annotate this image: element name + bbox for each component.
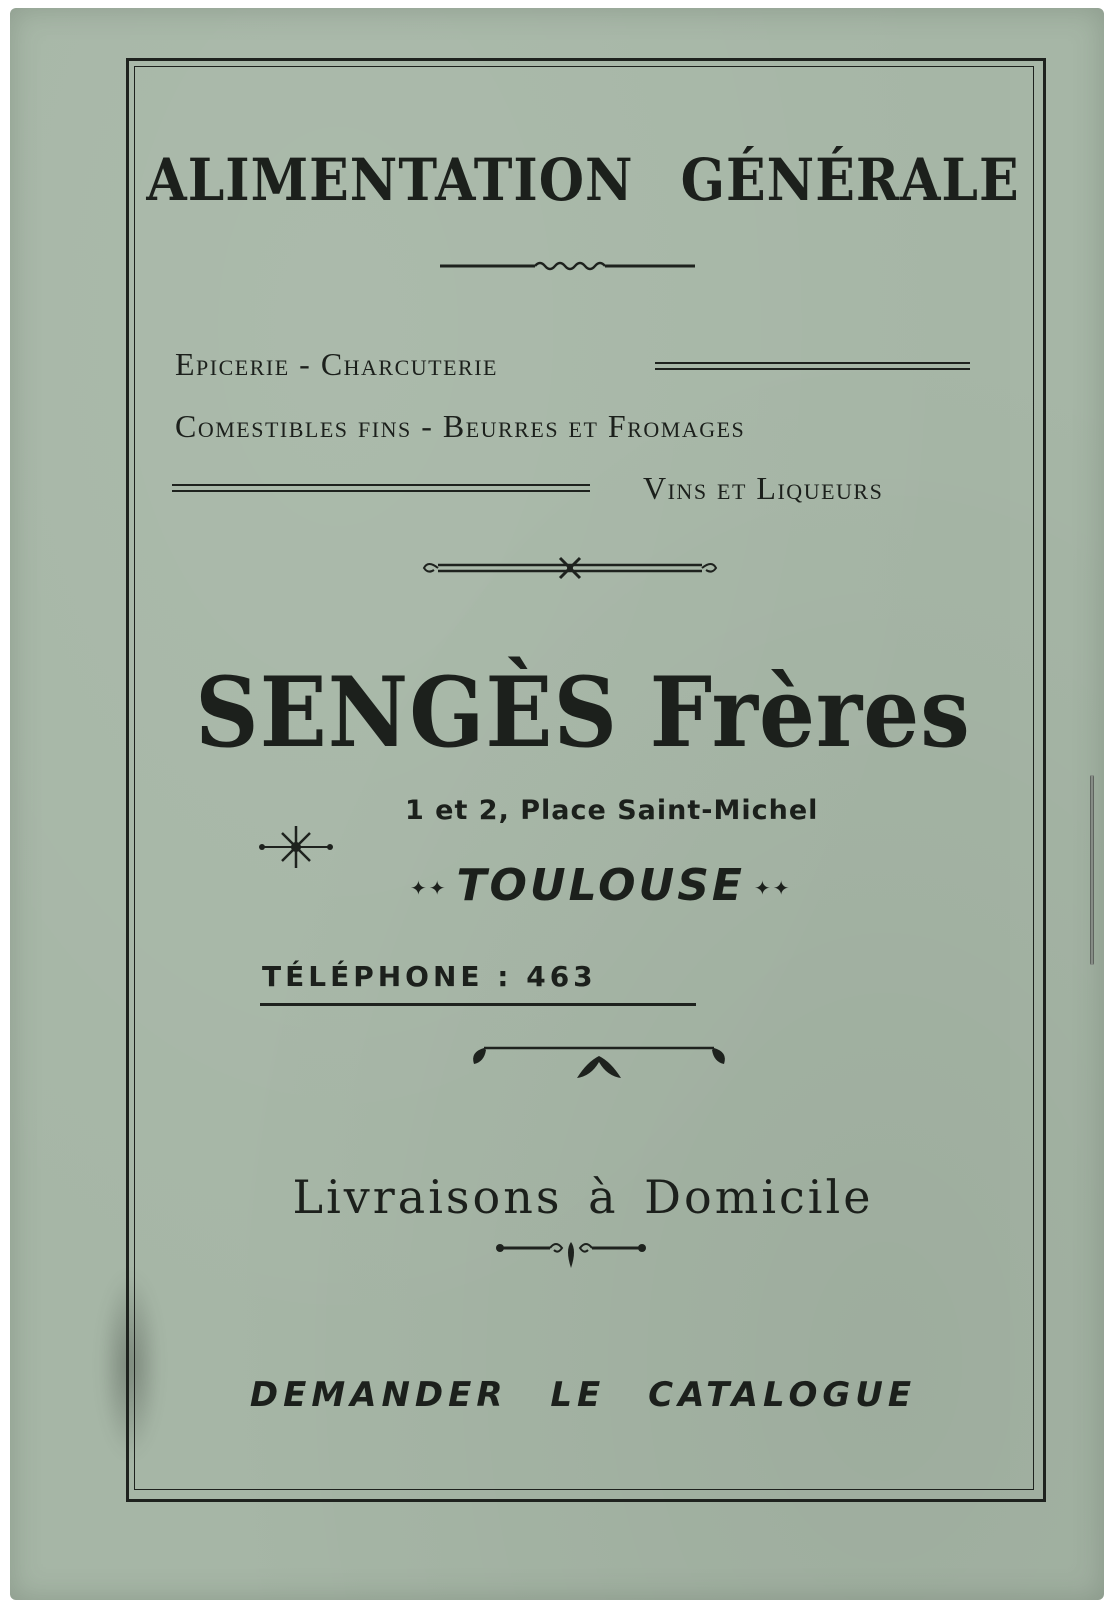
product-line-comestibles: Comestibles fins - Beurres et Fromages xyxy=(175,408,746,444)
business-phone: TÉLÉPHONE : 463 xyxy=(262,960,597,993)
product-line-vins: Vins et Liqueurs xyxy=(643,470,884,506)
cover-title: ALIMENTATION GÉNÉRALE xyxy=(146,146,1020,215)
phone-underline xyxy=(260,1003,696,1006)
delivery-notice: Livraisons à Domicile xyxy=(292,1170,874,1224)
business-address: 1 et 2, Place Saint-Michel xyxy=(405,795,819,826)
product-line-epicerie: Epicerie - Charcuterie xyxy=(175,346,498,382)
leaf-rule-ornament xyxy=(468,1042,730,1082)
double-rule-right xyxy=(655,362,970,370)
staple xyxy=(1090,775,1094,965)
scroll-rule-ornament xyxy=(420,556,720,580)
catalogue-request: DEMANDER LE CATALOGUE xyxy=(249,1375,917,1415)
wavy-rule-ornament xyxy=(440,256,700,276)
business-name: SENGÈS Frères xyxy=(195,654,971,770)
asterisk-flourish-icon xyxy=(258,822,334,872)
inner-border-frame xyxy=(134,66,1034,1490)
curl-rule-ornament xyxy=(492,1236,650,1272)
business-city: ✦✦ TOULOUSE ✦✦ xyxy=(410,860,792,911)
double-rule-left xyxy=(172,484,590,492)
